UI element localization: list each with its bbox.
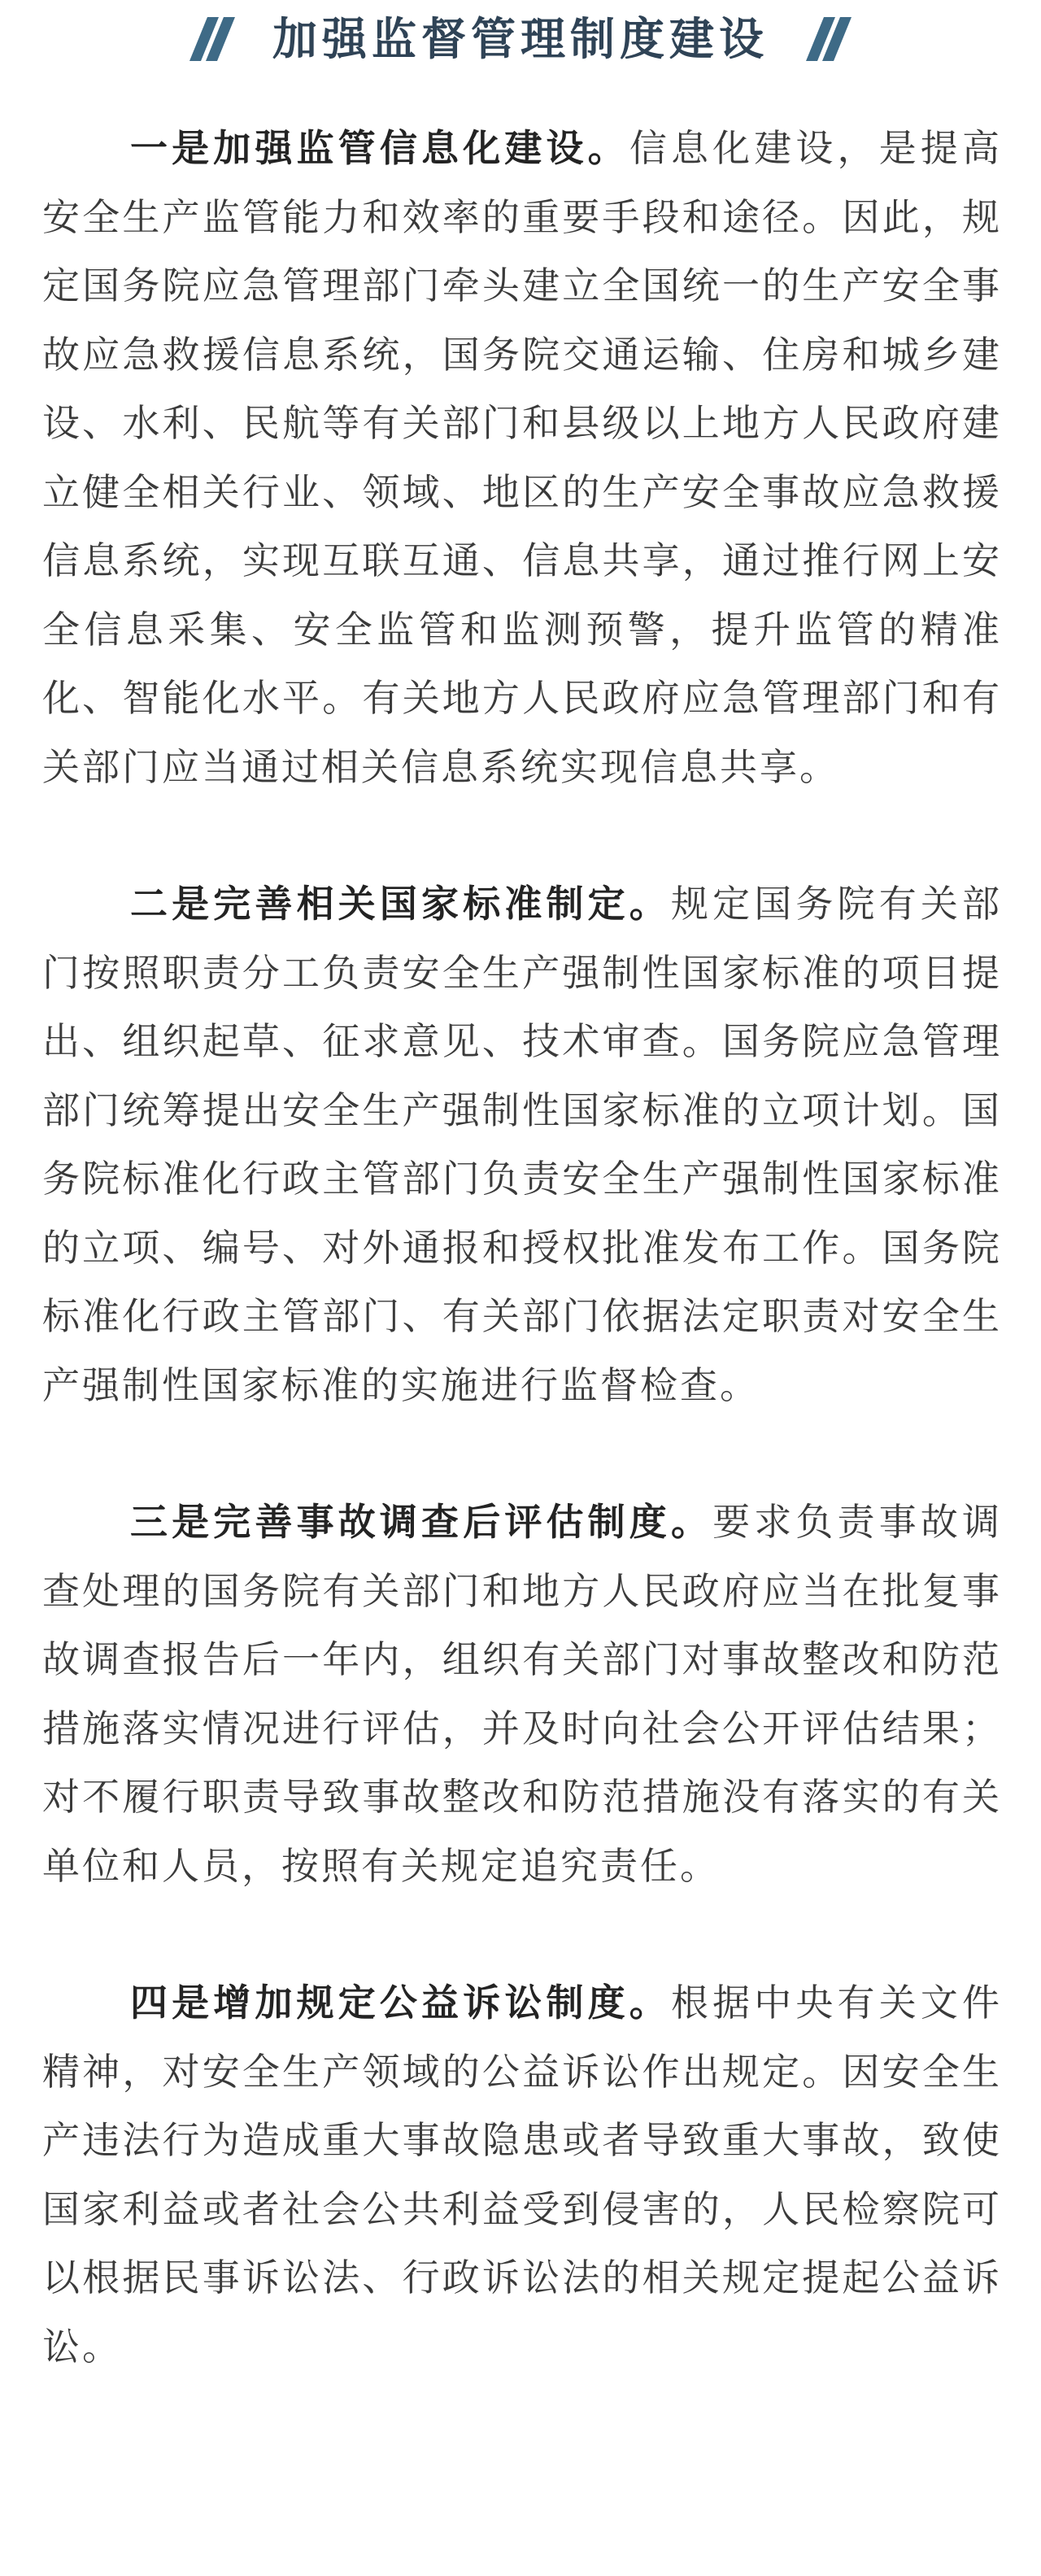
- paragraph-public-interest-litigation: [42, 1968, 1002, 2381]
- paragraph-lead: 三是完善事故调查后评估制度。: [130, 1500, 713, 1544]
- paragraph-text: 信息化建设，是提高安全生产监管能力和效率的重要手段和途径。因此，规定国务院应急管理部门牵头建立全国统一的生产安全事故应急救援信息系统，国务院交通运输、住房和城乡建设、水利、民航等有关部门和县级以上地方人民政府建立健全相关行业、领域、地区的生产安全事故应急救援信息系统，实现互联互通、信息共享，通过推行网上安全信息采集、安全监管和监测预警，提升监管的精准化、智能化水平。有关地方人民政府应急管理部门和有关部门应当通过相关信息系统实现信息共享。: [42, 126, 1003, 789]
- paragraph-info-system: [42, 114, 1002, 801]
- double-slash-icon: [172, 11, 237, 68]
- section-header: [0, 5, 1041, 73]
- paragraph-text: 要求负责事故调查处理的国务院有关部门和地方人民政府应当在批复事故调查报告后一年内，组织有关部门对事故整改和防范措施落实情况进行评估，并及时向社会公开评估结果；对不履行职责导致事故整改和防范措施没有落实的有关单位和人员，按照有关规定追究责任。: [42, 1500, 1003, 1888]
- paragraph-lead: 二是完善相关国家标准制定。: [130, 882, 671, 926]
- paragraph-post-investigation-evaluation: [42, 1488, 1002, 1900]
- paragraph-national-standards: [42, 870, 1002, 1419]
- paragraph-lead: 四是增加规定公益诉讼制度。: [130, 1981, 671, 2025]
- paragraph-text: 根据中央有关文件精神，对安全生产领域的公益诉讼作出规定。因安全生产违法行为造成重大事故隐患或者导致重大事故，致使国家利益或者社会公共利益受到侵害的，人民检察院可以根据民事诉讼法、行政诉讼法的相关规定提起公益诉讼。: [42, 1981, 1003, 2369]
- article-body: [42, 114, 1002, 2381]
- paragraph-lead: 一是加强监管信息化建设。: [130, 126, 629, 170]
- double-slash-icon: [804, 11, 869, 68]
- section-title: 加强监督管理制度建设: [272, 13, 769, 65]
- paragraph-text: 规定国务院有关部门按照职责分工负责安全生产强制性国家标准的项目提出、组织起草、征求意见、技术审查。国务院应急管理部门统筹提出安全生产强制性国家标准的立项计划。国务院标准化行政主管部门负责安全生产强制性国家标准的立项、编号、对外通报和授权批准发布工作。国务院标准化行政主管部门、有关部门依据法定职责对安全生产强制性国家标准的实施进行监督检查。: [42, 882, 1003, 1407]
